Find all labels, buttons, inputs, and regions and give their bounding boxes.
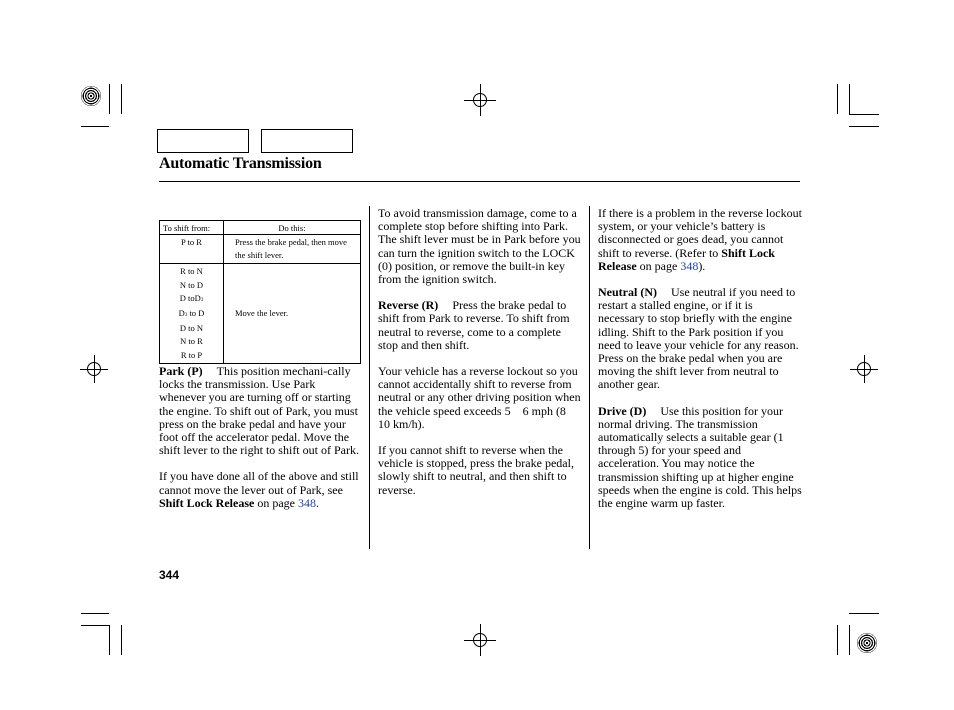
column-divider	[589, 206, 590, 549]
paragraph-reverse-lockout: Your vehicle has a reverse lockout so you cannot accidentally shift to reverse from neutral or any other driving position when the vehicle speed exceeds 5 6 mph (8 10 km/h).	[378, 364, 584, 431]
header-tab-box-left	[157, 129, 249, 153]
reverse-heading: Reverse (R)	[378, 298, 439, 313]
header-tab-box-right	[261, 129, 353, 153]
column-middle	[378, 207, 583, 510]
d3-label: D3	[194, 292, 204, 303]
table-cell-from: P to R	[160, 235, 224, 264]
table-header-from: To shift from:	[160, 221, 224, 235]
paragraph-lockout-problem: If there is a problem in the reverse lockout system, or your vehicle’s battery is disconnected or goes dead, you cannot shift to reverse. (Refer to Shift Lock Release on page 348).	[598, 206, 802, 273]
page-title: Automatic Transmission	[159, 155, 322, 172]
paragraph-reverse-stopped: If you cannot shift to reverse when the vehicle is stopped, press the brake pedal, slowly shift to neutral, and then shift to reverse.	[378, 443, 574, 497]
title-rule	[159, 181, 800, 182]
registration-target-icon	[81, 86, 101, 106]
page-link-348[interactable]: 348	[297, 495, 316, 510]
column-divider	[369, 206, 370, 549]
drive-heading: Drive (D)	[598, 403, 647, 418]
table-row	[160, 235, 361, 264]
table-cell-from-group: R to N N to D D toD3 D3 to D D to N N to R R to P	[160, 264, 224, 363]
neutral-heading: Neutral (N)	[598, 285, 657, 300]
table-cell-action: Move the lever.	[224, 264, 361, 363]
table-header-action: Do this:	[224, 221, 361, 235]
registration-target-icon	[857, 633, 877, 653]
page-link-348[interactable]: 348	[680, 258, 699, 273]
paragraph-neutral: Neutral (N) Use neutral if you need to restart a stalled engine, or if it is necessary to stop briefly with the engine idling. Shift to the Park position if you need to leave your vehicle for any reason. Press on the brake pedal when you are moving the shift lever from neutral to another gear.	[598, 285, 799, 392]
table-row	[160, 264, 361, 363]
paragraph-park-help: If you have done all of the above and still cannot move the lever out of Park, see Shift Lock Release on page 348.	[159, 469, 359, 510]
page-number: 344	[159, 568, 180, 582]
column-left	[159, 365, 363, 523]
shift-table	[159, 220, 361, 364]
paragraph-park: Park (P) This position mechani-cally locks the transmission. Use Park whenever you are turning off or starting the engine. To shift out of Park, you must press on the brake pedal and have your foot off the accelerator pedal. Move the shift lever to the right to shift out of Park.	[159, 364, 359, 458]
paragraph-reverse: Reverse (R) Press the brake pedal to shift from Park to reverse. To shift from neutral to reverse, come to a complete stop and then shift.	[378, 298, 570, 352]
table-cell-action: Press the brake pedal, then move the shift lever.	[224, 235, 361, 264]
paragraph-park-warning: To avoid transmission damage, come to a complete stop before shifting into Park. The shift lever must be in Park before you can turn the ignition switch to the LOCK (0) position, or remove the built-in key from the ignition switch.	[378, 206, 581, 287]
column-right	[598, 207, 802, 523]
paragraph-drive: Drive (D) Use this position for your normal driving. The transmission automatically selects a suitable gear (1 through 5) for your speed and acceleration. You may notice the transmission shifting up at higher engine speeds when the engine is cold. This helps the engine warm up faster.	[598, 403, 802, 511]
park-heading: Park (P)	[159, 364, 203, 378]
table-header-row	[160, 221, 361, 235]
